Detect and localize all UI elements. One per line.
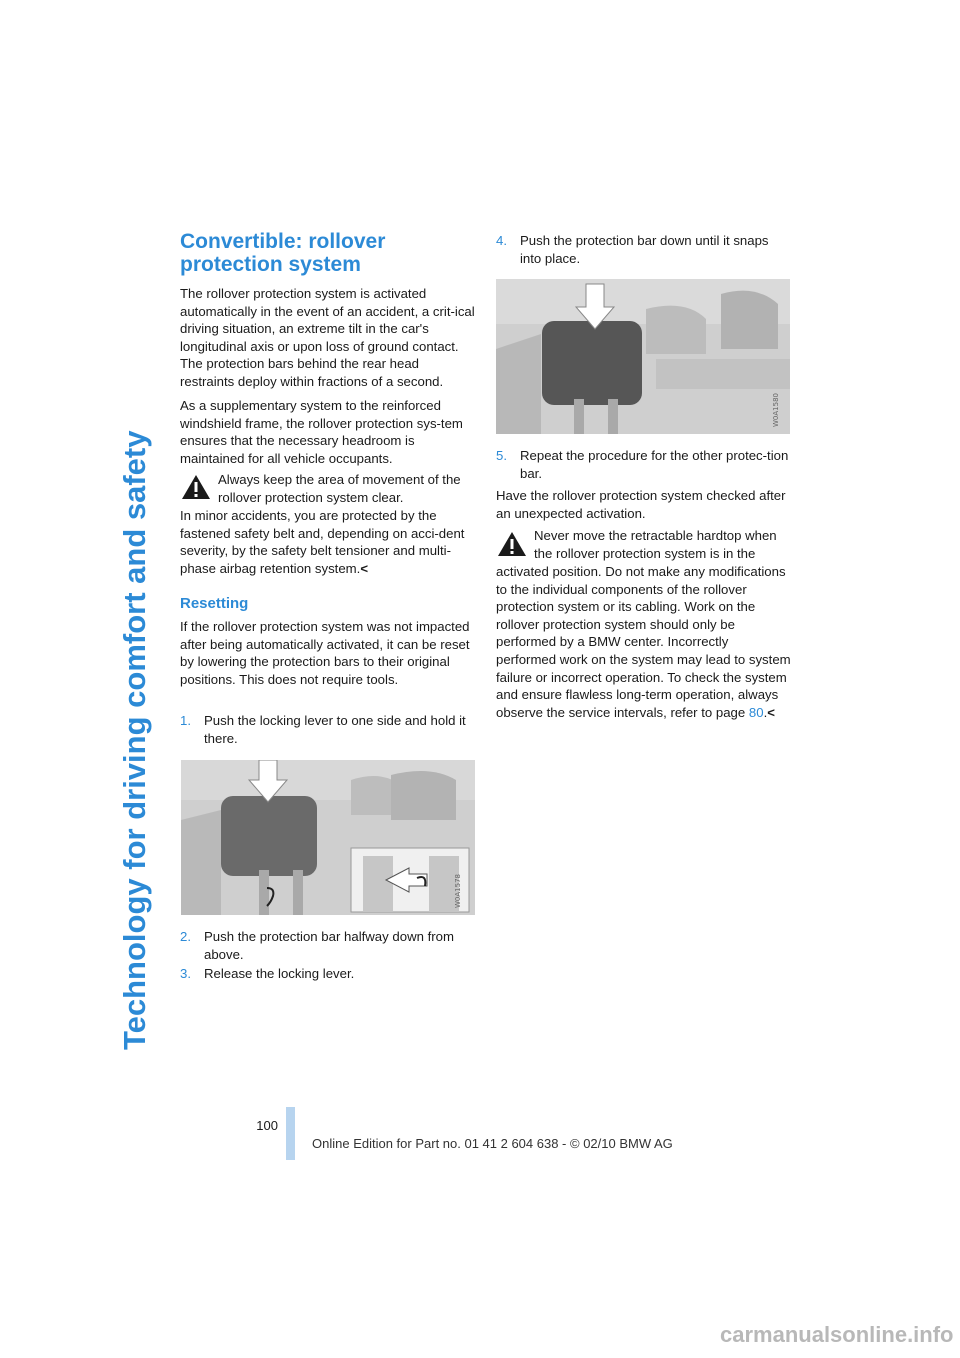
step-1: 1. Push the locking lever to one side and hold it there.	[180, 713, 466, 746]
resetting-heading: Resetting	[180, 595, 249, 612]
step-3: 3. Release the locking lever.	[180, 966, 355, 981]
warning-2-first-lines: Never move the retractable hardtop when the rollover protection system is in the	[534, 528, 777, 561]
figure-1-illustration	[181, 760, 475, 915]
warning-1-first-line: Always keep the area of movement of the rollover protection system clear.	[218, 472, 461, 505]
intro-paragraph: The rollover protection system is activated automatically in the event of an accident, a crit-ical driving situation, an extreme tilt in the car's longitudinal axis or upon loss of ground contact. The protection bars behind the rear head restraints deploy within fractions of a second.	[180, 286, 475, 389]
resetting-intro: If the rollover protection system was not impacted after being automatically activated, it can be reset by lowering the protection bars to their original positions. This does not require tools.	[180, 619, 470, 687]
watermark: carmanualsonline.info	[720, 1322, 954, 1347]
footer-edition-text: Online Edition for Part no. 01 41 2 604 638 - © 02/10 BMW AG	[312, 1136, 673, 1151]
page-reference-link[interactable]: 80	[748, 704, 764, 720]
warning-triangle-icon-2	[497, 531, 527, 557]
step-4: 4. Push the protection bar down until it snaps into place.	[496, 233, 769, 266]
side-chapter-title: Technology for driving comfort and safety	[117, 430, 152, 1050]
supplementary-paragraph: As a supplementary system to the reinforced windshield frame, the rollover protection sys-tem ensures that the necessary headroom is maintained for all vehicle occupants.	[180, 398, 463, 466]
step-5: 5. Repeat the procedure for the other protec-tion bar.	[496, 448, 789, 481]
step-2: 2. Push the protection bar halfway down from above.	[180, 929, 454, 962]
figure-1-code: W0A1578	[454, 874, 462, 908]
figure-bar-push-down	[496, 279, 790, 434]
section-title: Convertible: rollover protection system	[180, 230, 386, 276]
page-number: 100	[256, 1118, 278, 1133]
warning-1-text: In minor accidents, you are protected by the fastened safety belt and, depending on acci-dent severity, by the safety belt tensioner and multi-phase airbag retention system.<	[180, 508, 465, 576]
figure-lever-push	[181, 760, 475, 915]
footer-accent-bar	[286, 1107, 295, 1160]
figure-2-illustration	[496, 279, 790, 434]
warning-2-text: activated position. Do not make any modifications to the individual components of the rollover protection system or its cabling. Work on the rollover protection system should only be performed by a BMW center. Incorrectly performed work on the system may lead to system failure or incorrect operation. To check the system and ensure flawless long-term operation, always observe the service intervals, refer to page 80.<	[496, 564, 791, 720]
check-paragraph: Have the rollover protection system checked after an unexpected activation.	[496, 488, 786, 521]
warning-triangle-icon	[181, 474, 211, 500]
figure-2-code: W0A1580	[772, 393, 780, 427]
end-mark: <	[360, 560, 369, 576]
end-mark-2: <	[767, 704, 775, 720]
